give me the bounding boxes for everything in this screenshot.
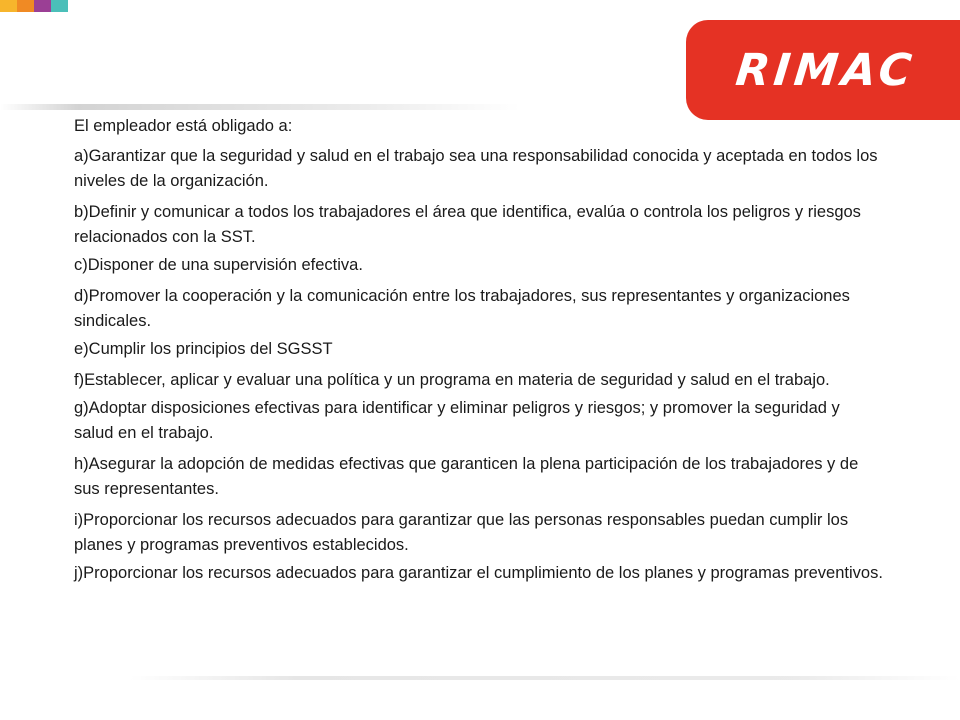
obligation-e: e)Cumplir los principios del SGSST bbox=[74, 340, 333, 358]
obligation-j: j)Proporcionar los recursos adecuados para garantizar el cumplimiento de los planes y programas preventivos. bbox=[74, 564, 883, 582]
bottom-divider bbox=[130, 676, 960, 680]
obligation-d: d)Promover la cooperación y la comunicación entre los trabajadores, sus representantes y organizaciones sindicales. bbox=[74, 287, 850, 330]
obligation-a: a)Garantizar que la seguridad y salud en el trabajo sea una responsabilidad conocida y aceptada en todos los niveles de la organización. bbox=[74, 147, 878, 190]
obligation-g: g)Adoptar disposiciones efectivas para identificar y eliminar peligros y riesgos; y promover la seguridad y salud en el trabajo. bbox=[74, 399, 840, 442]
logo-text: RIMAC bbox=[733, 44, 919, 96]
rimac-logo bbox=[686, 20, 960, 120]
strip-teal bbox=[51, 0, 68, 12]
strip-purple bbox=[34, 0, 51, 12]
obligations-text bbox=[74, 114, 914, 592]
obligation-i: i)Proporcionar los recursos adecuados para garantizar que las personas responsables puedan cumplir los planes y programas preventivos establecidos. bbox=[74, 511, 849, 554]
strip-orange bbox=[17, 0, 34, 12]
intro-line: El empleador está obligado a: bbox=[74, 117, 293, 135]
obligation-h: h)Asegurar la adopción de medidas efectivas que garanticen la plena participación de los trabajadores y de sus representantes. bbox=[74, 455, 859, 498]
obligation-f: f)Establecer, aplicar y evaluar una política y un programa en materia de seguridad y salud en el trabajo. bbox=[74, 371, 830, 389]
strip-yellow bbox=[0, 0, 17, 12]
top-divider bbox=[0, 104, 520, 110]
obligation-c: c)Disponer de una supervisión efectiva. bbox=[74, 256, 363, 274]
obligation-b: b)Definir y comunicar a todos los trabajadores el área que identifica, evalúa o controla los peligros y riesgos relacionados con la SST. bbox=[74, 203, 861, 246]
brand-color-strip bbox=[0, 0, 68, 12]
